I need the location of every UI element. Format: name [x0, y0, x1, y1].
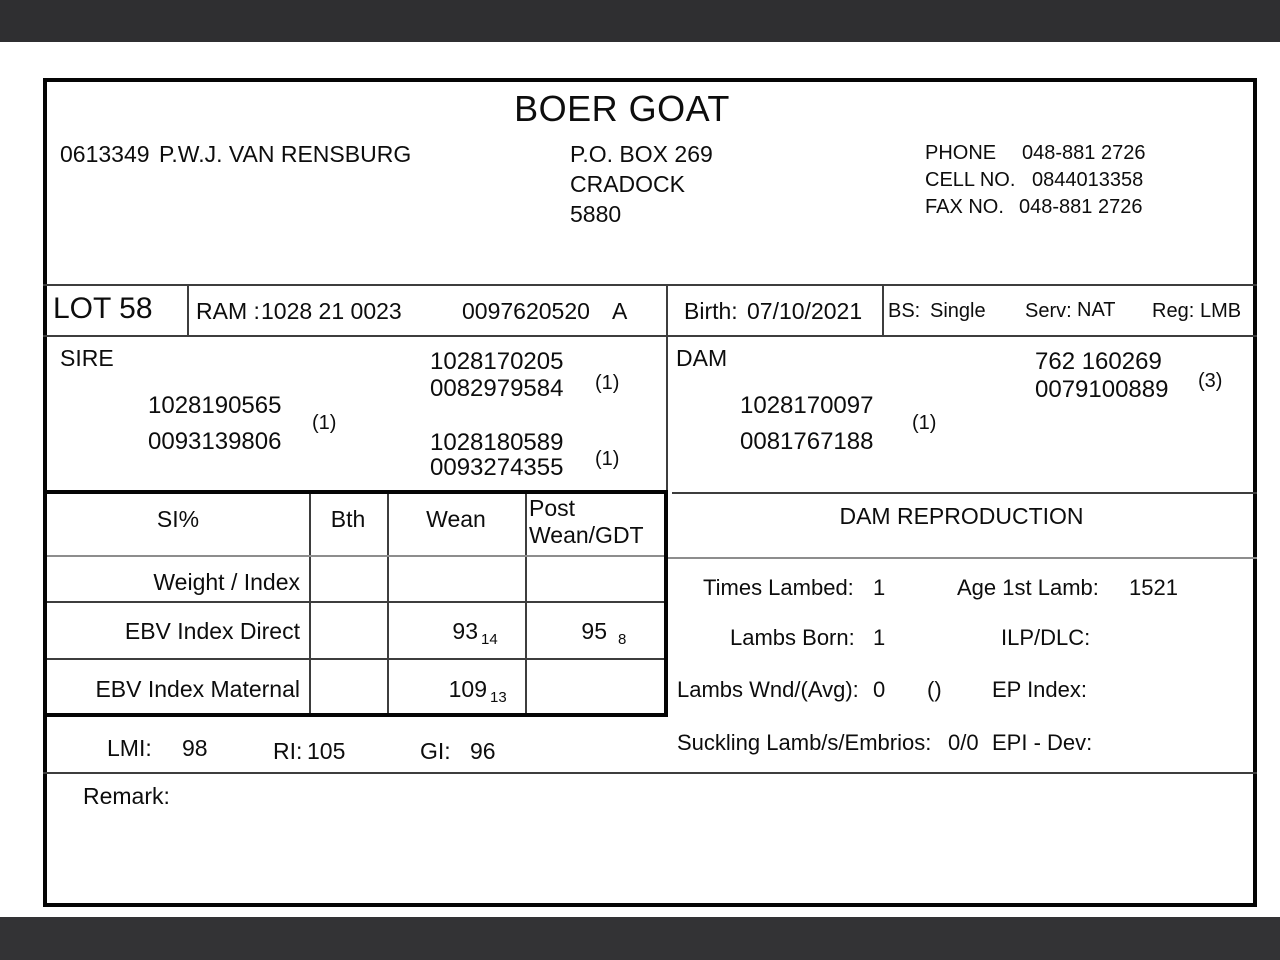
lambs-weaned-value: 0	[873, 677, 886, 702]
lambs-born-label: Lambs Born:	[730, 625, 855, 650]
ebv-maternal-wean-value: 109	[448, 676, 487, 702]
si-header: SI%	[156, 506, 200, 532]
dam-reproduction-title: DAM REPRODUCTION	[839, 503, 1084, 529]
lambs-weaned-avg: ()	[927, 677, 942, 702]
sire-id-line1: 1028190565	[148, 392, 282, 419]
breeder-address-line2: CRADOCK	[570, 171, 686, 197]
breeder-address-line1: P.O. BOX 269	[570, 141, 713, 167]
cell-number: 0844013358	[1032, 169, 1144, 191]
rule-si-row-2	[47, 601, 664, 603]
breeder-member-no: 0613349	[60, 141, 150, 167]
rule-si-col-3	[525, 494, 527, 713]
fax-label: FAX NO.	[925, 196, 1004, 218]
birth-status: Single	[930, 300, 986, 322]
dam-sire-note: (3)	[1198, 370, 1223, 392]
sire-sire-note: (1)	[595, 372, 620, 394]
page-title: BOER GOAT	[514, 88, 730, 129]
ebv-direct-wean-accuracy: 14	[481, 631, 498, 648]
gi-label: GI:	[420, 738, 451, 764]
sire-dam-note: (1)	[595, 448, 620, 470]
bs-label: BS:	[888, 300, 921, 322]
phone-label: PHONE	[925, 142, 997, 164]
sire-sire-id-line2: 0082979584	[430, 375, 564, 402]
registration-type: LMB	[1200, 300, 1242, 322]
gi-value: 96	[470, 738, 496, 764]
lot-card	[43, 78, 1257, 907]
service-type: NAT	[1077, 299, 1116, 321]
lot-number: LOT 58	[53, 292, 153, 325]
animal-reg-no: 0097620520	[462, 298, 590, 324]
times-lambed-value: 1	[873, 575, 886, 600]
rule-si-row-1	[47, 555, 664, 557]
lambs-born-value: 1	[873, 625, 886, 650]
dam-sire-id-line2: 0079100889	[1035, 376, 1169, 403]
dam-note: (1)	[912, 412, 937, 434]
rule-damrep-top	[672, 492, 1257, 494]
birth-date: 07/10/2021	[747, 298, 863, 324]
letterbox-bottom	[0, 917, 1280, 960]
sire-dam-id-line2: 0093274355	[430, 454, 564, 481]
dam-sire-id-line1: 762 160269	[1035, 348, 1162, 375]
rule-si-row-3	[47, 658, 664, 660]
ep-index-label: EP Index:	[992, 677, 1087, 702]
rule-lot-divider-1	[187, 284, 189, 335]
ilp-dlc-label: ILP/DLC:	[1001, 625, 1091, 650]
dam-label: DAM	[676, 345, 728, 371]
sire-label: SIRE	[60, 345, 114, 371]
post-wean-header-line1: Post	[529, 495, 576, 521]
reg-label: Reg:	[1152, 300, 1195, 322]
rule-damrep-header	[668, 557, 1257, 559]
rule-lot-divider-3	[882, 284, 884, 335]
lmi-label: LMI:	[107, 735, 152, 761]
rule-lot-bottom	[43, 335, 1257, 337]
sire-note: (1)	[312, 412, 337, 434]
fax-number: 048-881 2726	[1019, 196, 1143, 218]
wean-header: Wean	[426, 506, 486, 532]
sire-dam-id-line1: 1028180589	[430, 429, 564, 456]
dam-id-line1: 1028170097	[740, 392, 874, 419]
rule-remark-top	[43, 772, 1257, 774]
lambs-weaned-label: Lambs Wnd/(Avg):	[677, 677, 859, 702]
lmi-value: 98	[182, 735, 208, 761]
epi-dev-label: EPI - Dev:	[992, 730, 1093, 755]
ebv-direct-wean-value: 93	[452, 618, 478, 644]
ebv-direct-post-accuracy: 8	[618, 631, 627, 648]
times-lambed-label: Times Lambed:	[703, 575, 854, 600]
row-label-weight-index: Weight / Index	[153, 569, 300, 595]
dam-id-line2: 0081767188	[740, 428, 874, 455]
ri-value: 105	[307, 738, 346, 764]
suckling-value: 0/0	[948, 730, 979, 755]
letterbox-top	[0, 0, 1280, 42]
serv-label: Serv:	[1025, 300, 1072, 322]
birth-label: Birth:	[684, 298, 738, 324]
sire-id-line2: 0093139806	[148, 428, 282, 455]
rule-pedigree-divider	[666, 335, 668, 490]
suckling-label: Suckling Lamb/s/Embrios:	[677, 730, 932, 755]
animal-status: A	[612, 298, 628, 324]
ebv-direct-post-value: 95	[581, 618, 607, 644]
remark-label: Remark:	[83, 783, 170, 809]
post-wean-header-line2: Wean/GDT	[529, 522, 644, 548]
age-first-lamb-label: Age 1st Lamb:	[957, 575, 1099, 600]
animal-id: 1028 21 0023	[261, 298, 402, 324]
species-label: RAM :	[196, 298, 260, 324]
age-first-lamb-value: 1521	[1129, 575, 1178, 600]
row-label-ebv-maternal: EBV Index Maternal	[95, 676, 300, 702]
rule-lot-top	[43, 284, 1257, 286]
phone-number: 048-881 2726	[1022, 142, 1146, 164]
breeder-name: P.W.J. VAN RENSBURG	[159, 141, 412, 167]
breeder-address-line3: 5880	[570, 201, 622, 227]
sire-sire-id-line1: 1028170205	[430, 348, 564, 375]
bth-header: Bth	[330, 506, 366, 532]
ebv-maternal-wean-accuracy: 13	[490, 689, 507, 706]
cell-label: CELL NO.	[925, 169, 1016, 191]
rule-lot-divider-2	[666, 284, 668, 335]
row-label-ebv-direct: EBV Index Direct	[124, 618, 300, 644]
ri-label: RI:	[273, 738, 303, 764]
